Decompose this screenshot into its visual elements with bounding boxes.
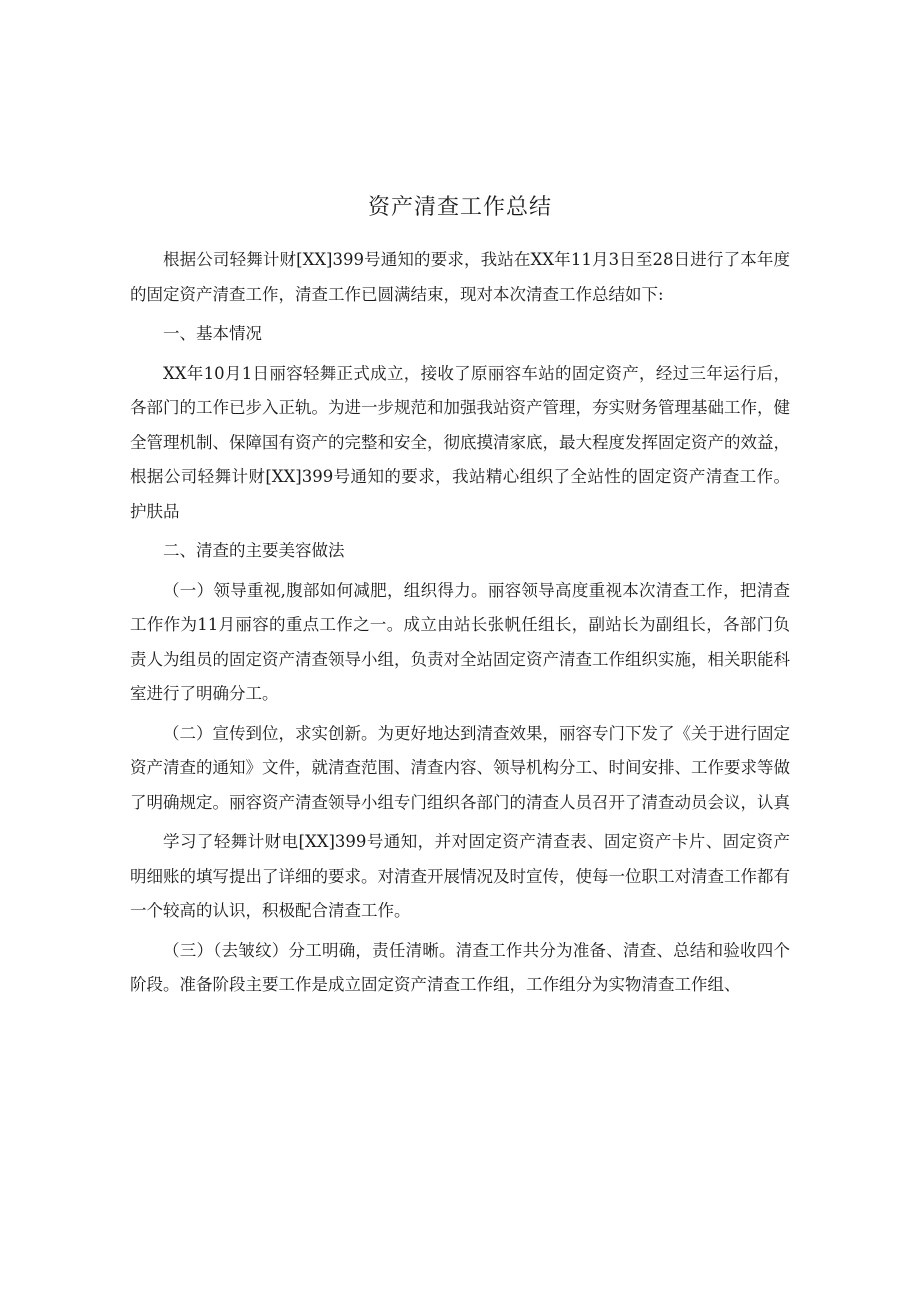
paragraph-method-2: （二）宣传到位，求实创新。为更好地达到清查效果，丽容专门下发了《关于进行固定资产清查的通知》文件，就清查范围、清查内容、领导机构分工、时间安排、工作要求等做了明确规定。丽容资产清查领导小组专门组织各部门的清查人员召开了清查动员会议，认真 — [130, 723, 790, 812]
document-title: 资产清查工作总结 — [367, 195, 552, 220]
paragraph-method-2-continued: 学习了轻舞计财电[XX]399号通知，并对固定资产清查表、固定资产卡片、固定资产明细账的填写提出了详细的要求。对清查开展情况及时宣传，使每一位职工对清查工作都有一个较高的认识，积极配合清查工作。 — [130, 832, 790, 920]
paragraph-intro: 根据公司轻舞计财[XX]399号通知的要求，我站在XX年11月3日至28日进行了本年度的固定资产清查工作，清查工作已圆满结束，现对本次清查工作总结如下: — [130, 250, 790, 304]
paragraph-basic-situation: XX年10月1日丽容轻舞正式成立，接收了原丽容车站的固定资产，经过三年运行后，各部门的工作已步入正轨。为进一步规范和加强我站资产管理，夯实财务管理基础工作，健全管理机制、保障国有资产的完整和安全，彻底摸清家底，最大程度发挥固定资产的效益，根据公司轻舞计财[XX]399号通知的要求，我站精心组织了全站性的固定资产清查工作。护肤品 — [130, 363, 790, 521]
paragraph-method-1: （一）领导重视,腹部如何减肥，组织得力。丽容领导高度重视本次清查工作，把清查工作作为11月丽容的重点工作之一。成立由站长张帆任组长，副站长为副组长，各部门负责人为组员的固定资产清查领导小组，负责对全站固定资产清查工作组织实施，相关职能科室进行了明确分工。 — [130, 580, 790, 703]
paragraph-method-3: （三）（去皱纹）分工明确，责任清晰。清查工作共分为准备、清查、总结和验收四个阶段。准备阶段主要工作是成立固定资产清查工作组，工作组分为实物清查工作组、 — [130, 940, 790, 994]
section-heading-basic-situation: 一、基本情况 — [163, 324, 262, 343]
document-body — [130, 243, 790, 1008]
section-heading-main-methods: 二、清查的主要美容做法 — [163, 541, 345, 560]
